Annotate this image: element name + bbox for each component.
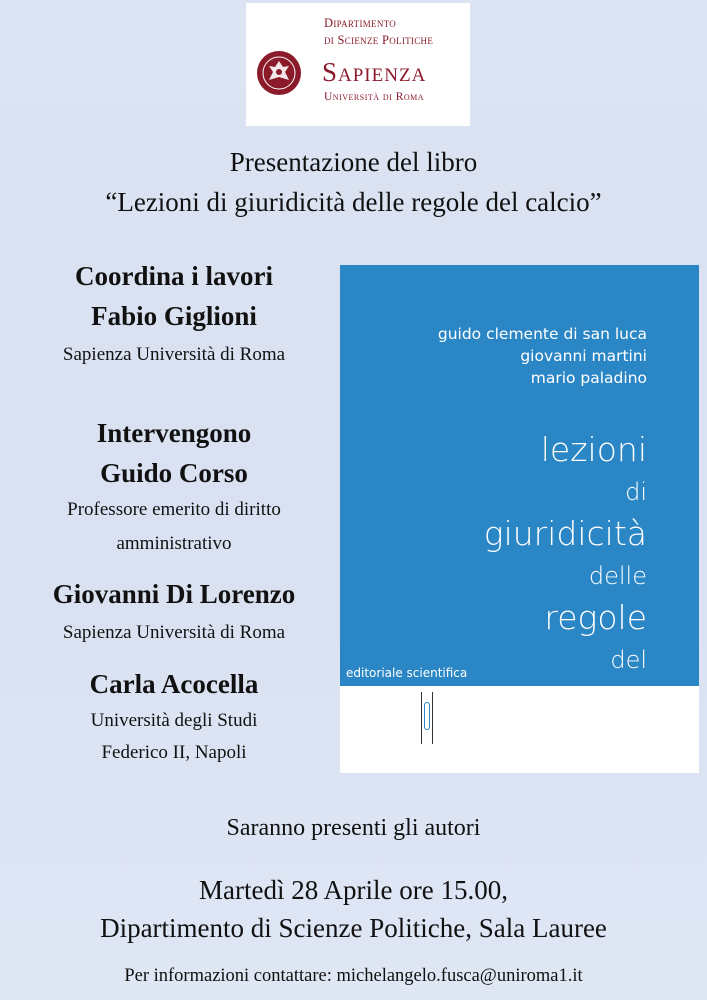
department-line-2: di Scienze Politiche <box>324 33 434 47</box>
book-title-word: del <box>610 646 647 674</box>
event-date: Martedì 28 Aprile ore 15.00, <box>199 875 508 905</box>
publisher-mark-icon <box>421 692 433 744</box>
speaker-1-affiliation-line-1: Professore emerito di diritto <box>67 499 281 520</box>
book-authors <box>438 323 647 389</box>
book-author-2: giovanni martini <box>520 347 647 365</box>
speaker-3-affiliation-line-2: Federico II, Napoli <box>101 742 247 763</box>
book-title-heading: “Lezioni di giuridicità delle regole del calcio” <box>105 187 602 217</box>
department-name <box>324 15 464 49</box>
book-publisher: editoriale scientifica <box>346 666 468 680</box>
book-title-word: giuridicità <box>483 514 647 553</box>
event-place: Dipartimento di Scienze Politiche, Sala Lauree <box>100 913 607 943</box>
book-title-word: calcio <box>551 682 647 721</box>
speaker-1-affiliation-line-2: amministrativo <box>116 533 232 554</box>
authors-present-note: Saranno presenti gli autori <box>226 815 481 841</box>
event-type: Presentazione del libro <box>229 147 478 177</box>
department-line-1: Dipartimento <box>324 16 397 30</box>
speaker-3-affiliation-line-1: Università degli Studi <box>90 710 258 731</box>
book-cover-blue-panel <box>340 265 699 721</box>
book-author-1: guido clemente di san luca <box>437 325 647 343</box>
book-title-word: di <box>625 478 647 506</box>
speaker-2-name: Giovanni Di Lorenzo <box>52 579 296 609</box>
speaker-2-affiliation: Sapienza Università di Roma <box>62 622 286 643</box>
book-cover <box>340 265 699 773</box>
book-title-word: lezioni <box>540 430 647 469</box>
university-subtitle: Università di Roma <box>324 91 425 103</box>
speaker-1-name: Guido Corso <box>100 458 248 488</box>
book-title-word: delle <box>588 562 647 590</box>
coordinator-label: Coordina i lavori <box>74 261 273 291</box>
book-title-word: regole <box>544 598 647 637</box>
contact-info: Per informazioni contattare: michelangelo.fusca@uniroma1.it <box>124 966 583 986</box>
book-author-3: mario paladino <box>530 369 647 387</box>
university-name: Sapienza <box>322 57 427 87</box>
speaker-3-name: Carla Acocella <box>89 669 259 699</box>
coordinator-name: Fabio Giglioni <box>91 301 257 331</box>
sapienza-seal-icon <box>256 50 302 96</box>
coordinator-affiliation: Sapienza Università di Roma <box>62 344 286 365</box>
speakers-label: Intervengono <box>96 418 252 448</box>
sapienza-logo <box>246 3 470 126</box>
